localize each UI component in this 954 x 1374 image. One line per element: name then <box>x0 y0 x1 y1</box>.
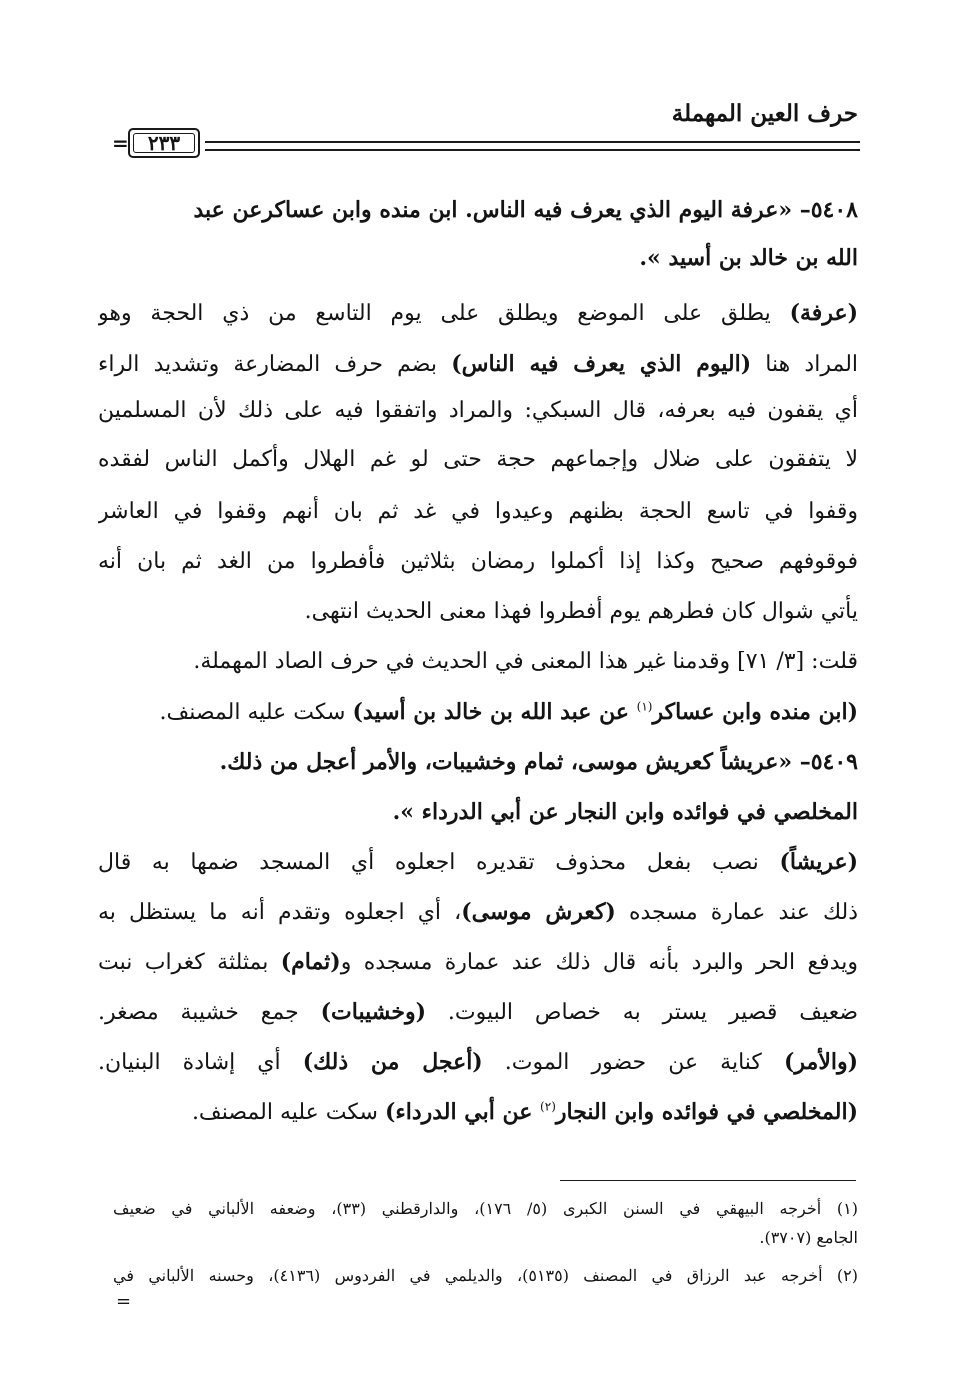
commentary-line: فوقوفهم صحيح وكذا إذا أكملوا رمضان بثلاثين فأفطروا من الغد ثم بان أنه <box>98 549 858 574</box>
commentary-line: (عرفة) يطلق على الموضع ويطلق على يوم التاسع من ذي الحجة وهو <box>98 300 858 326</box>
header-ornament-left: = <box>112 131 129 155</box>
page-number: ٢٣٣ <box>147 131 181 155</box>
entry-5409-source-line: (المخلصي في فوائده وابن النجار$^{(٢)}$ عن أبي الدرداء) سكت عليه المصنف. <box>191 1099 858 1125</box>
commentary-line: ويدفع الحر والبرد بأنه قال ذلك عند عمارة مسجده و(ثمام) بمثلثة كغراب نبت <box>98 949 858 975</box>
footnote-marker-2: (٢) <box>540 1099 556 1114</box>
footnote-marker-1: (١) <box>636 699 653 714</box>
footnote-1-line-2: الجامع (٣٧٠٧). <box>759 1228 858 1247</box>
footnote-2-line-1: (٢) أخرجه عبد الرزاق في المصنف (٥١٣٥)، والديلمي في الفردوس (٤١٣٦)، وحسنه الألباني في <box>113 1266 858 1285</box>
entry-5408-source-line: (ابن منده وابن عساكر$^{(١)}$ عن عبد الله بن خالد بن أسيد) سكت عليه المصنف. <box>159 699 858 725</box>
commentary-line: ضعيف قصير يستر به خصاص البيوت. (وخشيبات) جمع خشيبة مصغر. <box>98 999 858 1025</box>
page-number-frame <box>128 128 200 158</box>
commentary-line: المراد هنا (اليوم الذي يعرف فيه الناس) بضم حرف المضارعة وتشديد الراء <box>98 351 858 377</box>
commentary-line: لا يتفقون على ضلال وإجماعهم حجة حتى لو غم الهلال وأكمل الناس لفقده <box>98 447 858 472</box>
commentary-line: (عريشاً) نصب بفعل محذوف تقديره اجعلوه أي المسجد ضمها به قال <box>98 849 858 875</box>
entry-number: ٥٤٠٨ <box>810 197 858 223</box>
header-double-rule <box>205 141 860 151</box>
commentary-line: قلت: [٣/ ٧١] وقدمنا غير هذا المعنى في الحديث في حرف الصاد المهملة. <box>193 649 858 674</box>
commentary-line: أي يقفون فيه بعرفه، قال السبكي: والمراد واتفقوا فيه على ذلك لأن المسلمين <box>98 398 858 423</box>
entry-number: ٥٤٠٩ <box>810 749 858 775</box>
commentary-line: يأتي شوال كان فطرهم يوم أفطروا فهذا معنى الحديث انتهى. <box>304 599 858 624</box>
commentary-line: ذلك عند عمارة مسجده (كعرش موسى)، أي اجعلوه وتقدم أنه ما يستظل به <box>98 899 858 925</box>
entry-5408-hadith-line-2: الله بن خالد بن أسيد ». <box>639 245 858 271</box>
running-title: حرف العين المهملة <box>671 100 858 127</box>
commentary-line: (والأمر) كناية عن حضور الموت. (أعجل من ذلك) أي إشادة البنيان. <box>98 1049 858 1075</box>
footnote-1-line-1: (١) أخرجه البيهقي في السنن الكبرى (٥/ ١٧٦)، والدارقطني (٣٣)، وضعفه الألباني في ضعيف <box>113 1199 858 1218</box>
entry-5408-hadith-line-1: ٥٤٠٨– «عرفة اليوم الذي يعرف فيه الناس. ابن منده وابن عساكرعن عبد <box>193 197 858 223</box>
entry-5409-hadith-line-1: ٥٤٠٩– «عريشاً كعريش موسى، ثمام وخشيبات، والأمر أعجل من ذلك. <box>219 749 858 775</box>
commentary-line: وقفوا في تاسع الحجة بظنهم وعيدوا في غد ثم بان أنهم وقفوا في العاشر <box>98 499 858 524</box>
footnote-separator <box>560 1180 856 1181</box>
entry-5409-hadith-line-2: المخلصي في فوائده وابن النجار عن أبي الدرداء ». <box>392 799 858 825</box>
footnote-continuation-mark: = <box>116 1291 132 1312</box>
